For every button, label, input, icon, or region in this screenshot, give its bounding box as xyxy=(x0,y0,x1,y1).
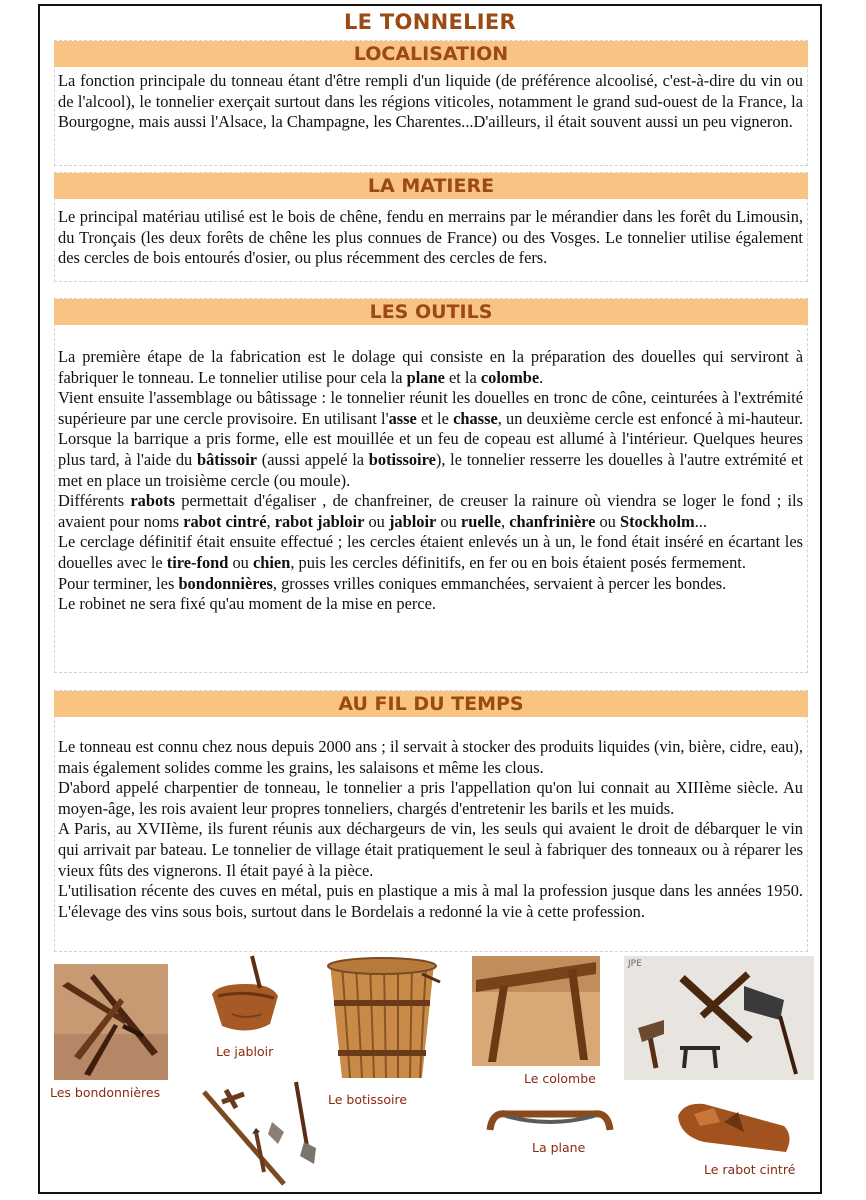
tool-term: botissoire xyxy=(368,449,436,469)
rabot-cintre-photo xyxy=(674,1092,796,1160)
paragraph: D'abord appelé charpentier de tonneau, le tonnelier a pris l'appellation qu'on lui connait au XIIIème siècle. Au moyen-âge, les rois avaient leur propres tonneliers, chargés d'entretenir les barils et les muids. xyxy=(58,778,803,818)
paragraph: Vient ensuite l'assemblage ou bâtissage : le tonnelier réunit les douelles en tronc de cône, ceinturées à l'extrémité supérieure par une cercle provisoire. En utilisant l'asse et le chasse, un deuxième cercle est enfoncé à mi-hauteur. Lorsque la barrique a pris forme, elle est mouillée et un feu de copeau est allumé à l'intérieur. Quelques heures plus tard, à l'aide du bâtissoir (aussi appelé la botissoire), le tonnelier resserre les douelles à l'autre extrémité et met en place un troisième cercle (ou moule). xyxy=(58,388,804,490)
section-body xyxy=(55,325,807,615)
jabloir-photo xyxy=(208,954,284,1038)
section-temps xyxy=(54,690,808,952)
section-body xyxy=(55,199,807,269)
tool-term: chanfrinière xyxy=(509,511,596,531)
bondonnieres-photo xyxy=(54,964,168,1080)
plane-photo xyxy=(486,1102,614,1144)
caption-colombe: Le colombe xyxy=(524,1071,596,1086)
section-localisation xyxy=(54,40,808,166)
page-frame xyxy=(38,4,822,1194)
page-title: LE TONNELIER xyxy=(343,10,517,34)
paragraph: La première étape de la fabrication est le dolage qui consiste en la préparation des douelles qui serviront à fabriquer le tonneau. Le tonnelier utilise pour cela la plane et la colombe. xyxy=(58,347,803,387)
botissoire-photo xyxy=(322,954,442,1086)
tool-term: chien xyxy=(252,552,291,572)
tool-term: rabot jabloir xyxy=(274,511,365,531)
section-matiere xyxy=(54,172,808,282)
section-heading: AU FIL DU TEMPS xyxy=(54,691,808,717)
paragraph: Le principal matériau utilisé est le bois de chêne, fendu en merrains par le mérandier dans les forêt du Limousin, du Tronçais (les deux forêts de chêne les plus connues de France) ou des Vosges. Le tonnelier utilise également des cercles de bois entourés d'osier, ou plus récemment des cercles de fers. xyxy=(58,207,803,268)
section-body xyxy=(55,67,807,133)
caption-plane: La plane xyxy=(532,1140,586,1155)
section-heading: LES OUTILS xyxy=(54,299,808,325)
caption-botissoire: Le botissoire xyxy=(328,1092,408,1107)
caption-bondonnieres: Les bondonnières xyxy=(50,1085,161,1100)
tool-term: Stockholm xyxy=(619,511,695,531)
tool-term: asse xyxy=(388,408,417,428)
tool-term: bondonnières xyxy=(178,573,273,593)
paragraph: La fonction principale du tonneau étant d'être rempli d'un liquide (de préférence alcoolisé, c'est-à-dire du vin ou de l'alcool), le tonnelier exerçait surtout dans les régions viticoles, notamment le grand sud-ouest de la France, la Bourgogne, mais aussi l'Alsace, la Champagne, les Charentes...D'ailleurs, il était souvent aussi un peu vigneron. xyxy=(58,71,803,132)
botissoire-tools-photo xyxy=(200,1072,324,1188)
section-heading: LA MATIERE xyxy=(54,173,808,199)
paragraph: A Paris, au XVIIème, ils furent réunis aux déchargeurs de vin, les seuls qui avaient le droit de débarquer le vin qui arrivait par bateau. Le tonnelier de village était pratiquement le seul à fabriquer des tonneaux ou à réparer les vieux fûts des vignerons. Il était payé à la pièce. xyxy=(58,819,803,880)
tool-term: rabots xyxy=(130,491,176,511)
caption-rabot-cintre: Le rabot cintré xyxy=(704,1162,796,1177)
paragraph: Le robinet ne sera fixé qu'au moment de la mise en perce. xyxy=(58,594,436,614)
tool-term: jabloir xyxy=(388,511,437,531)
section-body xyxy=(55,717,807,922)
tool-term: chasse xyxy=(453,408,498,428)
tool-term: tire-fond xyxy=(166,552,229,572)
tools-collection-photo xyxy=(624,956,814,1080)
tool-term: rabot cintré xyxy=(183,511,267,531)
tool-term: bâtissoir xyxy=(196,449,258,469)
tool-term: plane xyxy=(406,367,445,387)
paragraph: Le cerclage définitif était ensuite effectué ; les cercles étaient enlevés un à un, le fond était inséré en écartant les douelles avec le tire-fond ou chien, puis les cercles définitifs, en fer ou en bois étaient posés fermement. xyxy=(58,532,803,572)
section-outils xyxy=(54,298,808,673)
tool-term: ruelle xyxy=(460,511,501,531)
colombe-photo xyxy=(472,956,600,1066)
photo-watermark: JPE xyxy=(628,959,642,969)
paragraph: Pour terminer, les bondonnières, grosses vrilles coniques emmanchées, servaient à percer les bondes. xyxy=(58,573,727,593)
caption-jabloir: Le jabloir xyxy=(216,1044,274,1059)
section-heading: LOCALISATION xyxy=(54,41,808,67)
paragraph: L'utilisation récente des cuves en métal, puis en plastique a mis à mal la profession jusque dans les années 1950. L'élevage des vins sous bois, surtout dans le Bordelais a redonné la vie à cette profession. xyxy=(58,881,803,921)
paragraph: Différents rabots permettait d'égaliser , de chanfreiner, de creuser la rainure où viendra se loger le fond ; ils avaient pour noms rabot cintré, rabot jabloir ou jabloir ou ruelle, chanfrinière ou Stockholm... xyxy=(58,491,803,531)
paragraph: Le tonneau est connu chez nous depuis 2000 ans ; il servait à stocker des produits liquides (vin, bière, cidre, eau), mais également solides comme les grains, les salaisons et même les clous. xyxy=(58,737,803,777)
tool-term: colombe xyxy=(480,367,540,387)
